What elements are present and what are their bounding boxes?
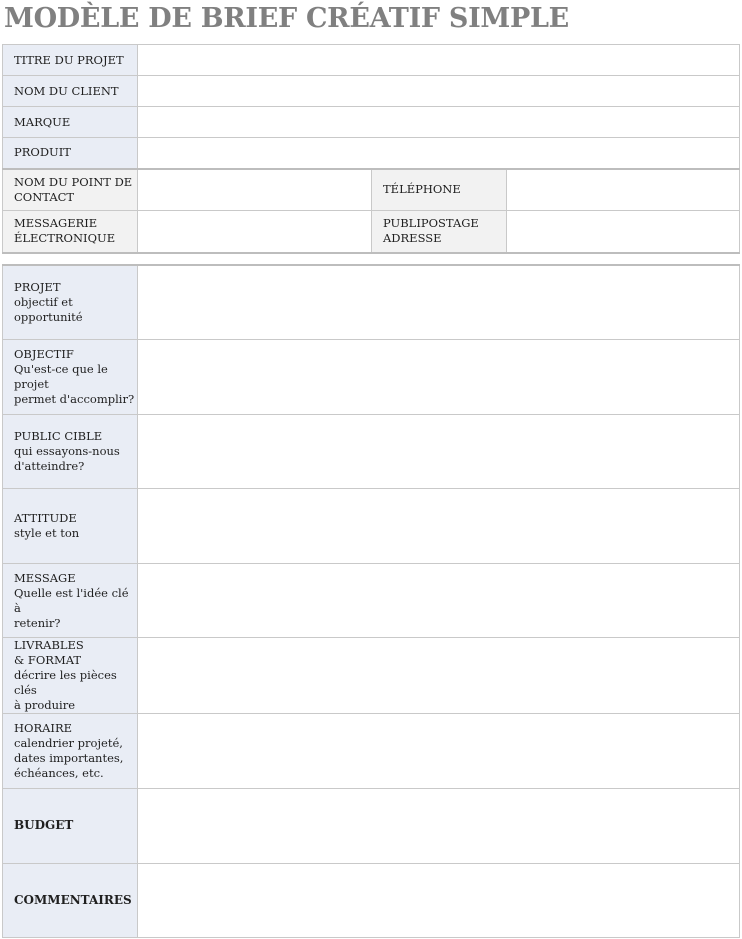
email-label: MESSAGERIE ÉLECTRONIQUE xyxy=(3,211,138,253)
mailing-address-label: PUBLIPOSTAGE ADRESSE xyxy=(372,211,507,253)
brief-label-attitude: ATTITUDE style et ton xyxy=(3,489,138,564)
brief-label-target-audience: PUBLIC CIBLE qui essayons-nous d'atteindre? xyxy=(3,414,138,489)
brief-field-target-audience[interactable] xyxy=(138,414,740,489)
brief-field-budget[interactable] xyxy=(138,789,740,864)
brief-row-project xyxy=(3,265,740,340)
project-title-row xyxy=(3,45,740,76)
phone-field[interactable] xyxy=(507,169,740,211)
brand-row xyxy=(3,107,740,138)
brief-field-message[interactable] xyxy=(138,563,740,638)
brief-field-attitude[interactable] xyxy=(138,489,740,564)
product-field[interactable] xyxy=(138,138,740,169)
brief-label-schedule: HORAIRE calendrier projeté, dates importantes, échéances, etc. xyxy=(3,714,138,789)
brief-label-objective: OBJECTIF Qu'est-ce que le projet permet d'accomplir? xyxy=(3,340,138,415)
brief-label-project: PROJET objectif et opportunité xyxy=(3,265,138,340)
brief-row-budget xyxy=(3,789,740,864)
client-name-field[interactable] xyxy=(138,76,740,107)
brief-field-objective[interactable] xyxy=(138,340,740,415)
client-name-label: NOM DU CLIENT xyxy=(3,76,138,107)
brief-label-deliverables: LIVRABLES & FORMAT décrire les pièces clés à produire xyxy=(3,638,138,714)
product-label: PRODUIT xyxy=(3,138,138,169)
contact-name-label: NOM DU POINT DE CONTACT xyxy=(3,169,138,211)
client-name-row xyxy=(3,76,740,107)
brief-label-message: MESSAGE Quelle est l'idée clé à retenir? xyxy=(3,563,138,638)
brief-label-comments: COMMENTAIRES xyxy=(3,863,138,938)
brief-field-comments[interactable] xyxy=(138,863,740,938)
brief-field-project[interactable] xyxy=(138,265,740,340)
phone-label: TÉLÉPHONE xyxy=(372,169,507,211)
brief-field-schedule[interactable] xyxy=(138,714,740,789)
brief-label-budget: BUDGET xyxy=(3,789,138,864)
brief-row-comments xyxy=(3,863,740,938)
page-title: MODÈLE DE BRIEF CRÉATIF SIMPLE xyxy=(4,3,569,34)
email-row xyxy=(3,211,740,253)
brand-field[interactable] xyxy=(138,107,740,138)
product-row xyxy=(3,138,740,169)
brief-row-schedule xyxy=(3,714,740,789)
brief-row-target-audience xyxy=(3,414,740,489)
email-field[interactable] xyxy=(138,211,372,253)
project-info-table xyxy=(2,44,740,254)
brief-row-attitude xyxy=(3,489,740,564)
project-title-label: TITRE DU PROJET xyxy=(3,45,138,76)
project-title-field[interactable] xyxy=(138,45,740,76)
brief-field-deliverables[interactable] xyxy=(138,638,740,714)
mailing-address-field[interactable] xyxy=(507,211,740,253)
contact-name-field[interactable] xyxy=(138,169,372,211)
brief-row-message xyxy=(3,563,740,638)
brief-row-objective xyxy=(3,340,740,415)
brand-label: MARQUE xyxy=(3,107,138,138)
brief-row-deliverables xyxy=(3,638,740,714)
brief-sections-table xyxy=(2,264,740,938)
contact-row xyxy=(3,169,740,211)
